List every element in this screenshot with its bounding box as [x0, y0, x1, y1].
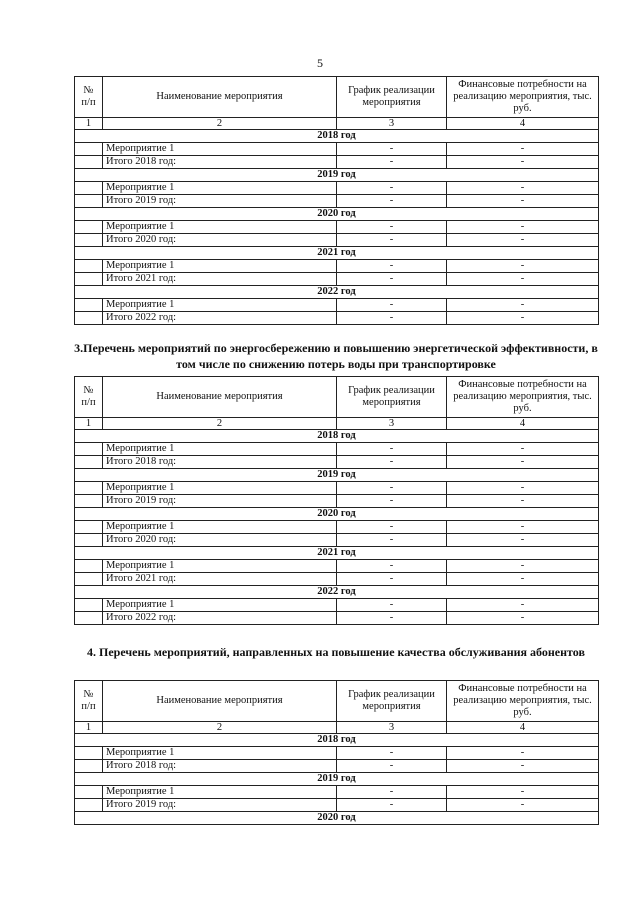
item-name: Мероприятие 1 [103, 299, 337, 312]
header-number: № п/п [75, 681, 103, 722]
total-row [75, 156, 599, 169]
schedule-cell: - [337, 799, 447, 812]
table-row [75, 521, 599, 534]
table-row [75, 599, 599, 612]
table-row [75, 221, 599, 234]
year-row [75, 208, 599, 221]
schedule-cell: - [337, 599, 447, 612]
finance-cell: - [447, 195, 599, 208]
schedule-cell: - [337, 786, 447, 799]
header-schedule: График реализации мероприятия [337, 681, 447, 722]
finance-cell: - [447, 260, 599, 273]
finance-cell: - [447, 234, 599, 247]
year-label: 2020 год [75, 208, 599, 221]
col-num: 1 [75, 418, 103, 430]
item-name: Мероприятие 1 [103, 521, 337, 534]
col-num: 4 [447, 722, 599, 734]
finance-cell: - [447, 521, 599, 534]
item-name: Мероприятие 1 [103, 143, 337, 156]
year-row [75, 169, 599, 182]
finance-cell: - [447, 573, 599, 586]
section-4-heading: 4. Перечень мероприятий, направленных на повышение качества обслуживания абонентов [87, 645, 585, 659]
year-row [75, 586, 599, 599]
finance-cell: - [447, 221, 599, 234]
header-schedule: График реализации мероприятия [337, 377, 447, 418]
header-schedule: График реализации мероприятия [337, 77, 447, 118]
finance-cell: - [447, 182, 599, 195]
header-name: Наименование мероприятия [103, 77, 337, 118]
schedule-cell: - [337, 443, 447, 456]
schedule-cell: - [337, 260, 447, 273]
total-label: Итого 2020 год: [103, 534, 337, 547]
item-name: Мероприятие 1 [103, 221, 337, 234]
total-row [75, 612, 599, 625]
col-num: 1 [75, 722, 103, 734]
total-label: Итого 2019 год: [103, 495, 337, 508]
schedule-cell: - [337, 299, 447, 312]
plan-table-1 [74, 76, 599, 325]
schedule-cell: - [337, 747, 447, 760]
total-label: Итого 2018 год: [103, 456, 337, 469]
finance-cell: - [447, 534, 599, 547]
schedule-cell: - [337, 143, 447, 156]
table-row [75, 560, 599, 573]
col-num: 2 [103, 722, 337, 734]
schedule-cell: - [337, 760, 447, 773]
header-number: № п/п [75, 77, 103, 118]
total-row [75, 312, 599, 325]
year-row [75, 812, 599, 825]
year-row [75, 734, 599, 747]
item-name: Мероприятие 1 [103, 786, 337, 799]
col-num: 4 [447, 118, 599, 130]
column-number-row [75, 118, 599, 130]
finance-cell: - [447, 799, 599, 812]
finance-cell: - [447, 760, 599, 773]
schedule-cell: - [337, 612, 447, 625]
item-name: Мероприятие 1 [103, 443, 337, 456]
total-row [75, 273, 599, 286]
header-name: Наименование мероприятия [103, 681, 337, 722]
total-label: Итого 2021 год: [103, 573, 337, 586]
header-finance: Финансовые потребности на реализацию мероприятия, тыс. руб. [447, 681, 599, 722]
table-row [75, 482, 599, 495]
header-number: № п/п [75, 377, 103, 418]
schedule-cell: - [337, 495, 447, 508]
finance-cell: - [447, 443, 599, 456]
total-label: Итого 2021 год: [103, 273, 337, 286]
year-row [75, 547, 599, 560]
schedule-cell: - [337, 273, 447, 286]
total-label: Итого 2022 год: [103, 612, 337, 625]
table-row [75, 260, 599, 273]
col-num: 3 [337, 418, 447, 430]
finance-cell: - [447, 312, 599, 325]
schedule-cell: - [337, 195, 447, 208]
year-label: 2018 год [75, 734, 599, 747]
year-label: 2020 год [75, 812, 599, 825]
total-row [75, 195, 599, 208]
year-label: 2020 год [75, 508, 599, 521]
year-label: 2019 год [75, 169, 599, 182]
total-label: Итого 2022 год: [103, 312, 337, 325]
table-header [75, 77, 599, 118]
finance-cell: - [447, 299, 599, 312]
year-row [75, 508, 599, 521]
finance-cell: - [447, 156, 599, 169]
item-name: Мероприятие 1 [103, 747, 337, 760]
finance-cell: - [447, 273, 599, 286]
section-3-heading: 3.Перечень мероприятий по энергосбережению и повышению энергетической эффективности, в том числе по снижению потерь воды при транспортировке [74, 341, 598, 371]
year-label: 2019 год [75, 773, 599, 786]
plan-table-2 [74, 376, 599, 625]
item-name: Мероприятие 1 [103, 260, 337, 273]
total-label: Итого 2018 год: [103, 156, 337, 169]
table-header [75, 681, 599, 722]
schedule-cell: - [337, 221, 447, 234]
year-label: 2018 год [75, 130, 599, 143]
total-row [75, 760, 599, 773]
year-label: 2018 год [75, 430, 599, 443]
schedule-cell: - [337, 156, 447, 169]
total-row [75, 495, 599, 508]
col-num: 2 [103, 418, 337, 430]
table-row [75, 443, 599, 456]
header-finance: Финансовые потребности на реализацию мероприятия, тыс. руб. [447, 377, 599, 418]
schedule-cell: - [337, 560, 447, 573]
year-label: 2022 год [75, 586, 599, 599]
plan-table-3 [74, 680, 599, 825]
table-row [75, 299, 599, 312]
item-name: Мероприятие 1 [103, 599, 337, 612]
year-row [75, 286, 599, 299]
finance-cell: - [447, 143, 599, 156]
col-num: 2 [103, 118, 337, 130]
finance-cell: - [447, 482, 599, 495]
column-number-row [75, 418, 599, 430]
year-label: 2022 год [75, 286, 599, 299]
schedule-cell: - [337, 182, 447, 195]
total-label: Итого 2019 год: [103, 799, 337, 812]
finance-cell: - [447, 456, 599, 469]
finance-cell: - [447, 786, 599, 799]
col-num: 1 [75, 118, 103, 130]
total-label: Итого 2019 год: [103, 195, 337, 208]
year-row [75, 247, 599, 260]
table-row [75, 747, 599, 760]
schedule-cell: - [337, 573, 447, 586]
total-label: Итого 2020 год: [103, 234, 337, 247]
finance-cell: - [447, 747, 599, 760]
schedule-cell: - [337, 534, 447, 547]
item-name: Мероприятие 1 [103, 182, 337, 195]
finance-cell: - [447, 599, 599, 612]
total-row [75, 573, 599, 586]
year-label: 2021 год [75, 547, 599, 560]
col-num: 4 [447, 418, 599, 430]
schedule-cell: - [337, 234, 447, 247]
total-label: Итого 2018 год: [103, 760, 337, 773]
item-name: Мероприятие 1 [103, 482, 337, 495]
year-label: 2021 год [75, 247, 599, 260]
item-name: Мероприятие 1 [103, 560, 337, 573]
total-row [75, 799, 599, 812]
total-row [75, 456, 599, 469]
table-row [75, 143, 599, 156]
schedule-cell: - [337, 482, 447, 495]
year-row [75, 773, 599, 786]
year-row [75, 430, 599, 443]
finance-cell: - [447, 612, 599, 625]
schedule-cell: - [337, 312, 447, 325]
header-name: Наименование мероприятия [103, 377, 337, 418]
table-header [75, 377, 599, 418]
page-number: 5 [317, 56, 323, 70]
header-finance: Финансовые потребности на реализацию мероприятия, тыс. руб. [447, 77, 599, 118]
schedule-cell: - [337, 456, 447, 469]
column-number-row [75, 722, 599, 734]
table-row [75, 182, 599, 195]
finance-cell: - [447, 495, 599, 508]
col-num: 3 [337, 118, 447, 130]
schedule-cell: - [337, 521, 447, 534]
year-label: 2019 год [75, 469, 599, 482]
year-row [75, 130, 599, 143]
total-row [75, 534, 599, 547]
table-row [75, 786, 599, 799]
col-num: 3 [337, 722, 447, 734]
year-row [75, 469, 599, 482]
total-row [75, 234, 599, 247]
finance-cell: - [447, 560, 599, 573]
